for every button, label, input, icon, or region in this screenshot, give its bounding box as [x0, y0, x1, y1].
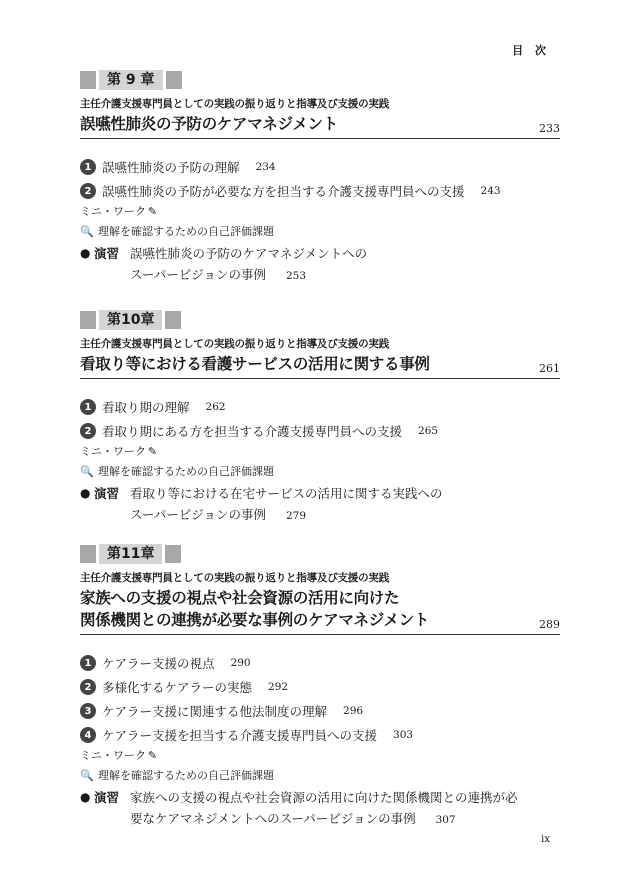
self-review-label: 理解を確認するための自己評価課題	[98, 465, 274, 478]
chapter-heading[interactable]	[80, 113, 560, 139]
section-page: 292	[268, 681, 289, 693]
chapter-subtitle: 主任介護支援専門員としての実践の振り返りと指導及び支援の実践	[80, 98, 389, 110]
section-title: 誤嚥性肺炎の予防の理解	[102, 160, 240, 175]
section-item[interactable]	[80, 723, 560, 747]
section-title: 多様化するケアラーの実態	[102, 680, 253, 695]
section-page: 243	[480, 185, 501, 197]
pencil-icon: ✎	[148, 749, 158, 762]
key-icon: 🔍	[80, 224, 94, 238]
section-list	[80, 155, 560, 203]
mini-work-label: ミニ・ワーク	[80, 749, 146, 762]
section-list	[80, 651, 560, 747]
chapter-marker-right	[166, 71, 182, 89]
exercise-line-2: スーパービジョンの事例	[130, 267, 267, 282]
exercise-label: 演習	[94, 486, 120, 501]
mini-work[interactable]	[80, 203, 560, 221]
exercise-line-1: 家族への支援の視点や社会資源の活用に向けた関係機関との連携が必	[130, 790, 518, 805]
section-page: 290	[230, 657, 251, 669]
page-number: ix	[541, 834, 550, 845]
pencil-icon: ✎	[148, 205, 158, 218]
section-number-icon: 2	[80, 423, 96, 439]
chapter-heading[interactable]	[80, 587, 560, 635]
chapter-label	[80, 544, 560, 564]
chapter-number[interactable]: 第11章	[99, 544, 162, 564]
chapter-marker-right	[165, 545, 181, 563]
mini-work[interactable]	[80, 747, 560, 765]
exercise-line-2: 要なケアマネジメントへのスーパービジョンの事例	[130, 811, 416, 826]
chapter-page: 233	[539, 122, 560, 135]
section-number-icon: 3	[80, 703, 96, 719]
section-item[interactable]	[80, 651, 560, 675]
section-page: 265	[418, 425, 439, 437]
self-review-label: 理解を確認するための自己評価課題	[98, 225, 274, 238]
exercise-text	[130, 787, 560, 831]
chapter-10	[80, 310, 560, 527]
self-review[interactable]	[80, 221, 560, 241]
chapter-number[interactable]: 第10章	[99, 310, 162, 330]
mini-work-label: ミニ・ワーク	[80, 445, 146, 458]
key-icon: 🔍	[80, 464, 94, 478]
exercise-text	[130, 243, 560, 287]
chapter-heading[interactable]	[80, 353, 560, 379]
section-item[interactable]	[80, 419, 560, 443]
chapter-subtitle: 主任介護支援専門員としての実践の振り返りと指導及び支援の実践	[80, 338, 389, 350]
section-number-icon: 2	[80, 679, 96, 695]
exercise-line-2: スーパービジョンの事例	[130, 507, 267, 522]
self-review[interactable]	[80, 765, 560, 785]
section-number-icon: 1	[80, 159, 96, 175]
page-header: 目 次	[512, 44, 550, 57]
chapter-page: 261	[539, 362, 560, 375]
section-page: 262	[205, 401, 226, 413]
section-number-icon: 2	[80, 183, 96, 199]
chapter-label	[80, 70, 560, 90]
section-number-icon: 1	[80, 655, 96, 671]
exercise-text	[130, 483, 560, 527]
bullet-icon: ●	[80, 246, 91, 260]
section-title: 看取り期の理解	[102, 400, 190, 415]
mini-work-label: ミニ・ワーク	[80, 205, 146, 218]
exercise-line-1: 看取り等における在宅サービスの活用に関する実践への	[130, 486, 443, 501]
chapter-label	[80, 310, 560, 330]
section-title: ケアラー支援に関連する他法制度の理解	[102, 704, 328, 719]
section-item[interactable]	[80, 155, 560, 179]
exercise-label: 演習	[94, 790, 120, 805]
bullet-icon: ●	[80, 790, 91, 804]
section-title: 看取り期にある方を担当する介護支援専門員への支援	[102, 424, 403, 439]
pencil-icon: ✎	[148, 445, 158, 458]
chapter-title: 誤嚥性肺炎の予防のケアマネジメント	[80, 115, 338, 133]
self-review[interactable]	[80, 461, 560, 481]
section-title: ケアラー支援の視点	[102, 656, 215, 671]
section-page: 296	[343, 705, 364, 717]
section-item[interactable]	[80, 395, 560, 419]
chapter-marker-left	[80, 545, 96, 563]
chapter-marker-right	[165, 311, 181, 329]
chapter-9	[80, 70, 560, 287]
section-page: 303	[393, 729, 414, 741]
section-page: 234	[255, 161, 276, 173]
section-title: ケアラー支援を担当する介護支援専門員への支援	[102, 728, 378, 743]
exercise-page: 279	[286, 510, 307, 522]
chapter-title-line-2: 関係機関との連携が必要な事例のケアマネジメント	[80, 611, 430, 629]
chapter-marker-left	[80, 71, 96, 89]
section-number-icon: 1	[80, 399, 96, 415]
exercise-label: 演習	[94, 246, 120, 261]
chapter-marker-left	[80, 311, 96, 329]
section-item[interactable]	[80, 179, 560, 203]
self-review-label: 理解を確認するための自己評価課題	[98, 769, 274, 782]
section-item[interactable]	[80, 699, 560, 723]
exercise-line-1: 誤嚥性肺炎の予防のケアマネジメントへの	[130, 246, 368, 261]
section-list	[80, 395, 560, 443]
chapter-number[interactable]: 第 9 章	[99, 70, 163, 90]
exercise-item[interactable]	[80, 787, 560, 831]
exercise-page: 253	[286, 270, 307, 282]
section-title: 誤嚥性肺炎の予防が必要な方を担当する介護支援専門員への支援	[102, 184, 465, 199]
key-icon: 🔍	[80, 768, 94, 782]
bullet-icon: ●	[80, 486, 91, 500]
chapter-11	[80, 544, 560, 831]
mini-work[interactable]	[80, 443, 560, 461]
exercise-item[interactable]	[80, 243, 560, 287]
chapter-subtitle: 主任介護支援専門員としての実践の振り返りと指導及び支援の実践	[80, 572, 389, 584]
chapter-page: 289	[539, 618, 560, 631]
chapter-title-line-1: 家族への支援の視点や社会資源の活用に向けた	[80, 589, 400, 607]
exercise-item[interactable]	[80, 483, 560, 527]
chapter-title: 看取り等における看護サービスの活用に関する事例	[80, 355, 430, 373]
exercise-page: 307	[435, 814, 456, 826]
section-item[interactable]	[80, 675, 560, 699]
section-number-icon: 4	[80, 727, 96, 743]
